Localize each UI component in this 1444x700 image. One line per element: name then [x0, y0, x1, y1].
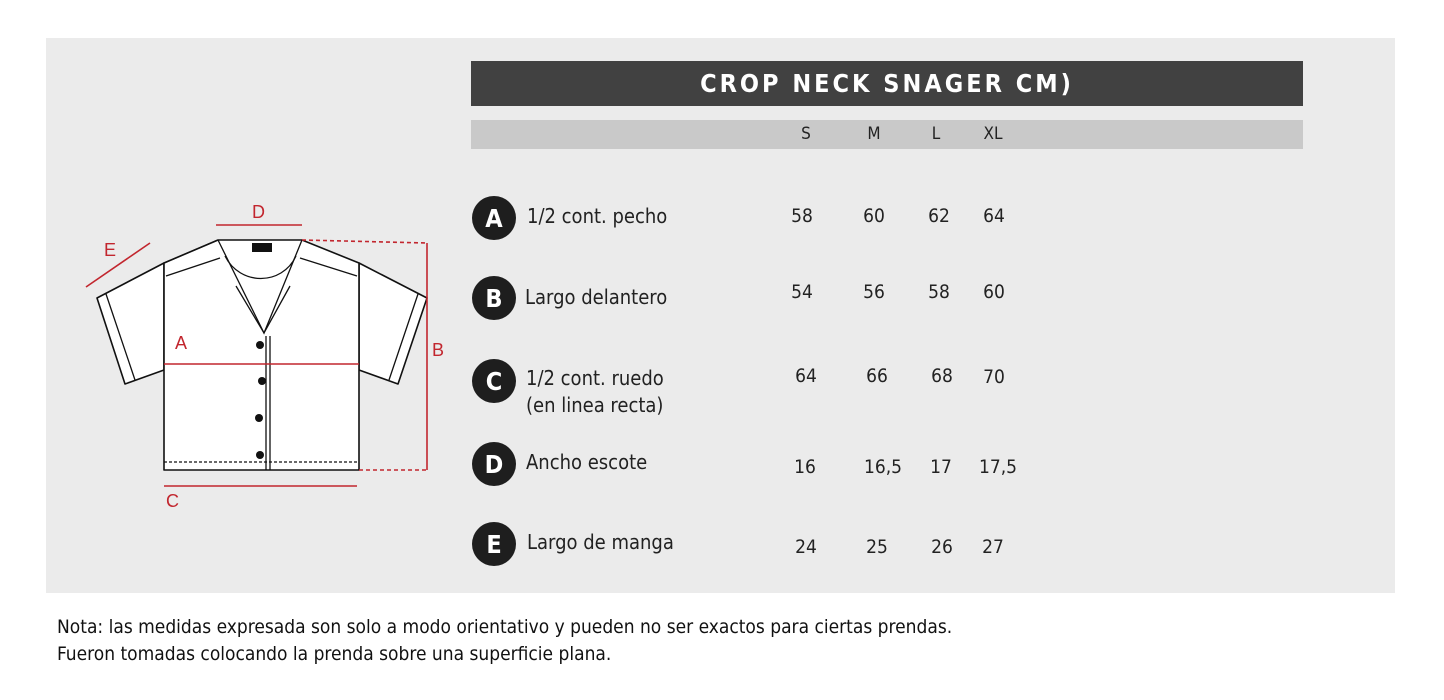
row-letter-d: D	[472, 442, 516, 486]
row-letter-c: C	[472, 359, 516, 403]
cell-a-l: 62	[928, 205, 950, 227]
row-label-e: Largo de manga	[527, 530, 674, 554]
cell-e-s: 24	[795, 536, 817, 558]
dim-label-a: A	[175, 333, 188, 353]
cell-a-xl: 64	[983, 205, 1005, 227]
cell-e-l: 26	[931, 536, 953, 558]
cell-d-l: 17	[930, 456, 952, 478]
dim-label-d: D	[252, 202, 265, 222]
dim-label-e: E	[104, 240, 117, 260]
cell-b-xl: 60	[983, 281, 1005, 303]
dim-label-b: B	[432, 340, 445, 360]
right-sleeve	[359, 263, 427, 384]
footnote-line-2: Fueron tomadas colocando la prenda sobre una superficie plana.	[57, 643, 612, 665]
cell-c-l: 68	[931, 365, 953, 387]
cell-d-s: 16	[794, 456, 816, 478]
chart-title: CROP NECK SNAGER CM)	[471, 61, 1303, 106]
cell-c-s: 64	[795, 365, 817, 387]
row-label-d: Ancho escote	[526, 450, 648, 474]
row-letter-a: A	[472, 196, 516, 240]
row-letter-e: E	[472, 522, 516, 566]
cell-a-s: 58	[791, 205, 813, 227]
neck-label	[252, 243, 272, 252]
cell-c-xl: 70	[983, 366, 1005, 388]
cell-c-m: 66	[866, 365, 888, 387]
cell-b-m: 56	[863, 281, 885, 303]
shirt-body	[164, 240, 359, 470]
cell-d-m: 16,5	[863, 456, 903, 478]
cell-e-xl: 27	[982, 536, 1004, 558]
cell-d-xl: 17,5	[978, 456, 1018, 478]
size-header-m: M	[867, 124, 881, 144]
cell-a-m: 60	[863, 205, 885, 227]
footnote	[57, 614, 952, 668]
size-header-xl: XL	[983, 124, 1003, 144]
size-header-l: L	[931, 124, 941, 144]
row-label-c-line1: 1/2 cont. ruedo	[526, 366, 664, 390]
cell-e-m: 25	[866, 536, 888, 558]
dim-label-c: C	[166, 491, 179, 511]
garment-diagram	[0, 0, 460, 520]
footnote-line-1: Nota: las medidas expresada son solo a modo orientativo y pueden no ser exactos para ciertas prendas.	[57, 616, 953, 638]
row-letter-b: B	[472, 276, 516, 320]
row-label-c-line2: (en linea recta)	[526, 393, 664, 417]
size-header-s: S	[801, 124, 811, 144]
cell-b-l: 58	[928, 281, 950, 303]
cell-b-s: 54	[791, 281, 813, 303]
size-header-bar	[471, 120, 1303, 149]
row-label-a: 1/2 cont. pecho	[527, 204, 668, 228]
row-label-b: Largo delantero	[525, 285, 668, 309]
